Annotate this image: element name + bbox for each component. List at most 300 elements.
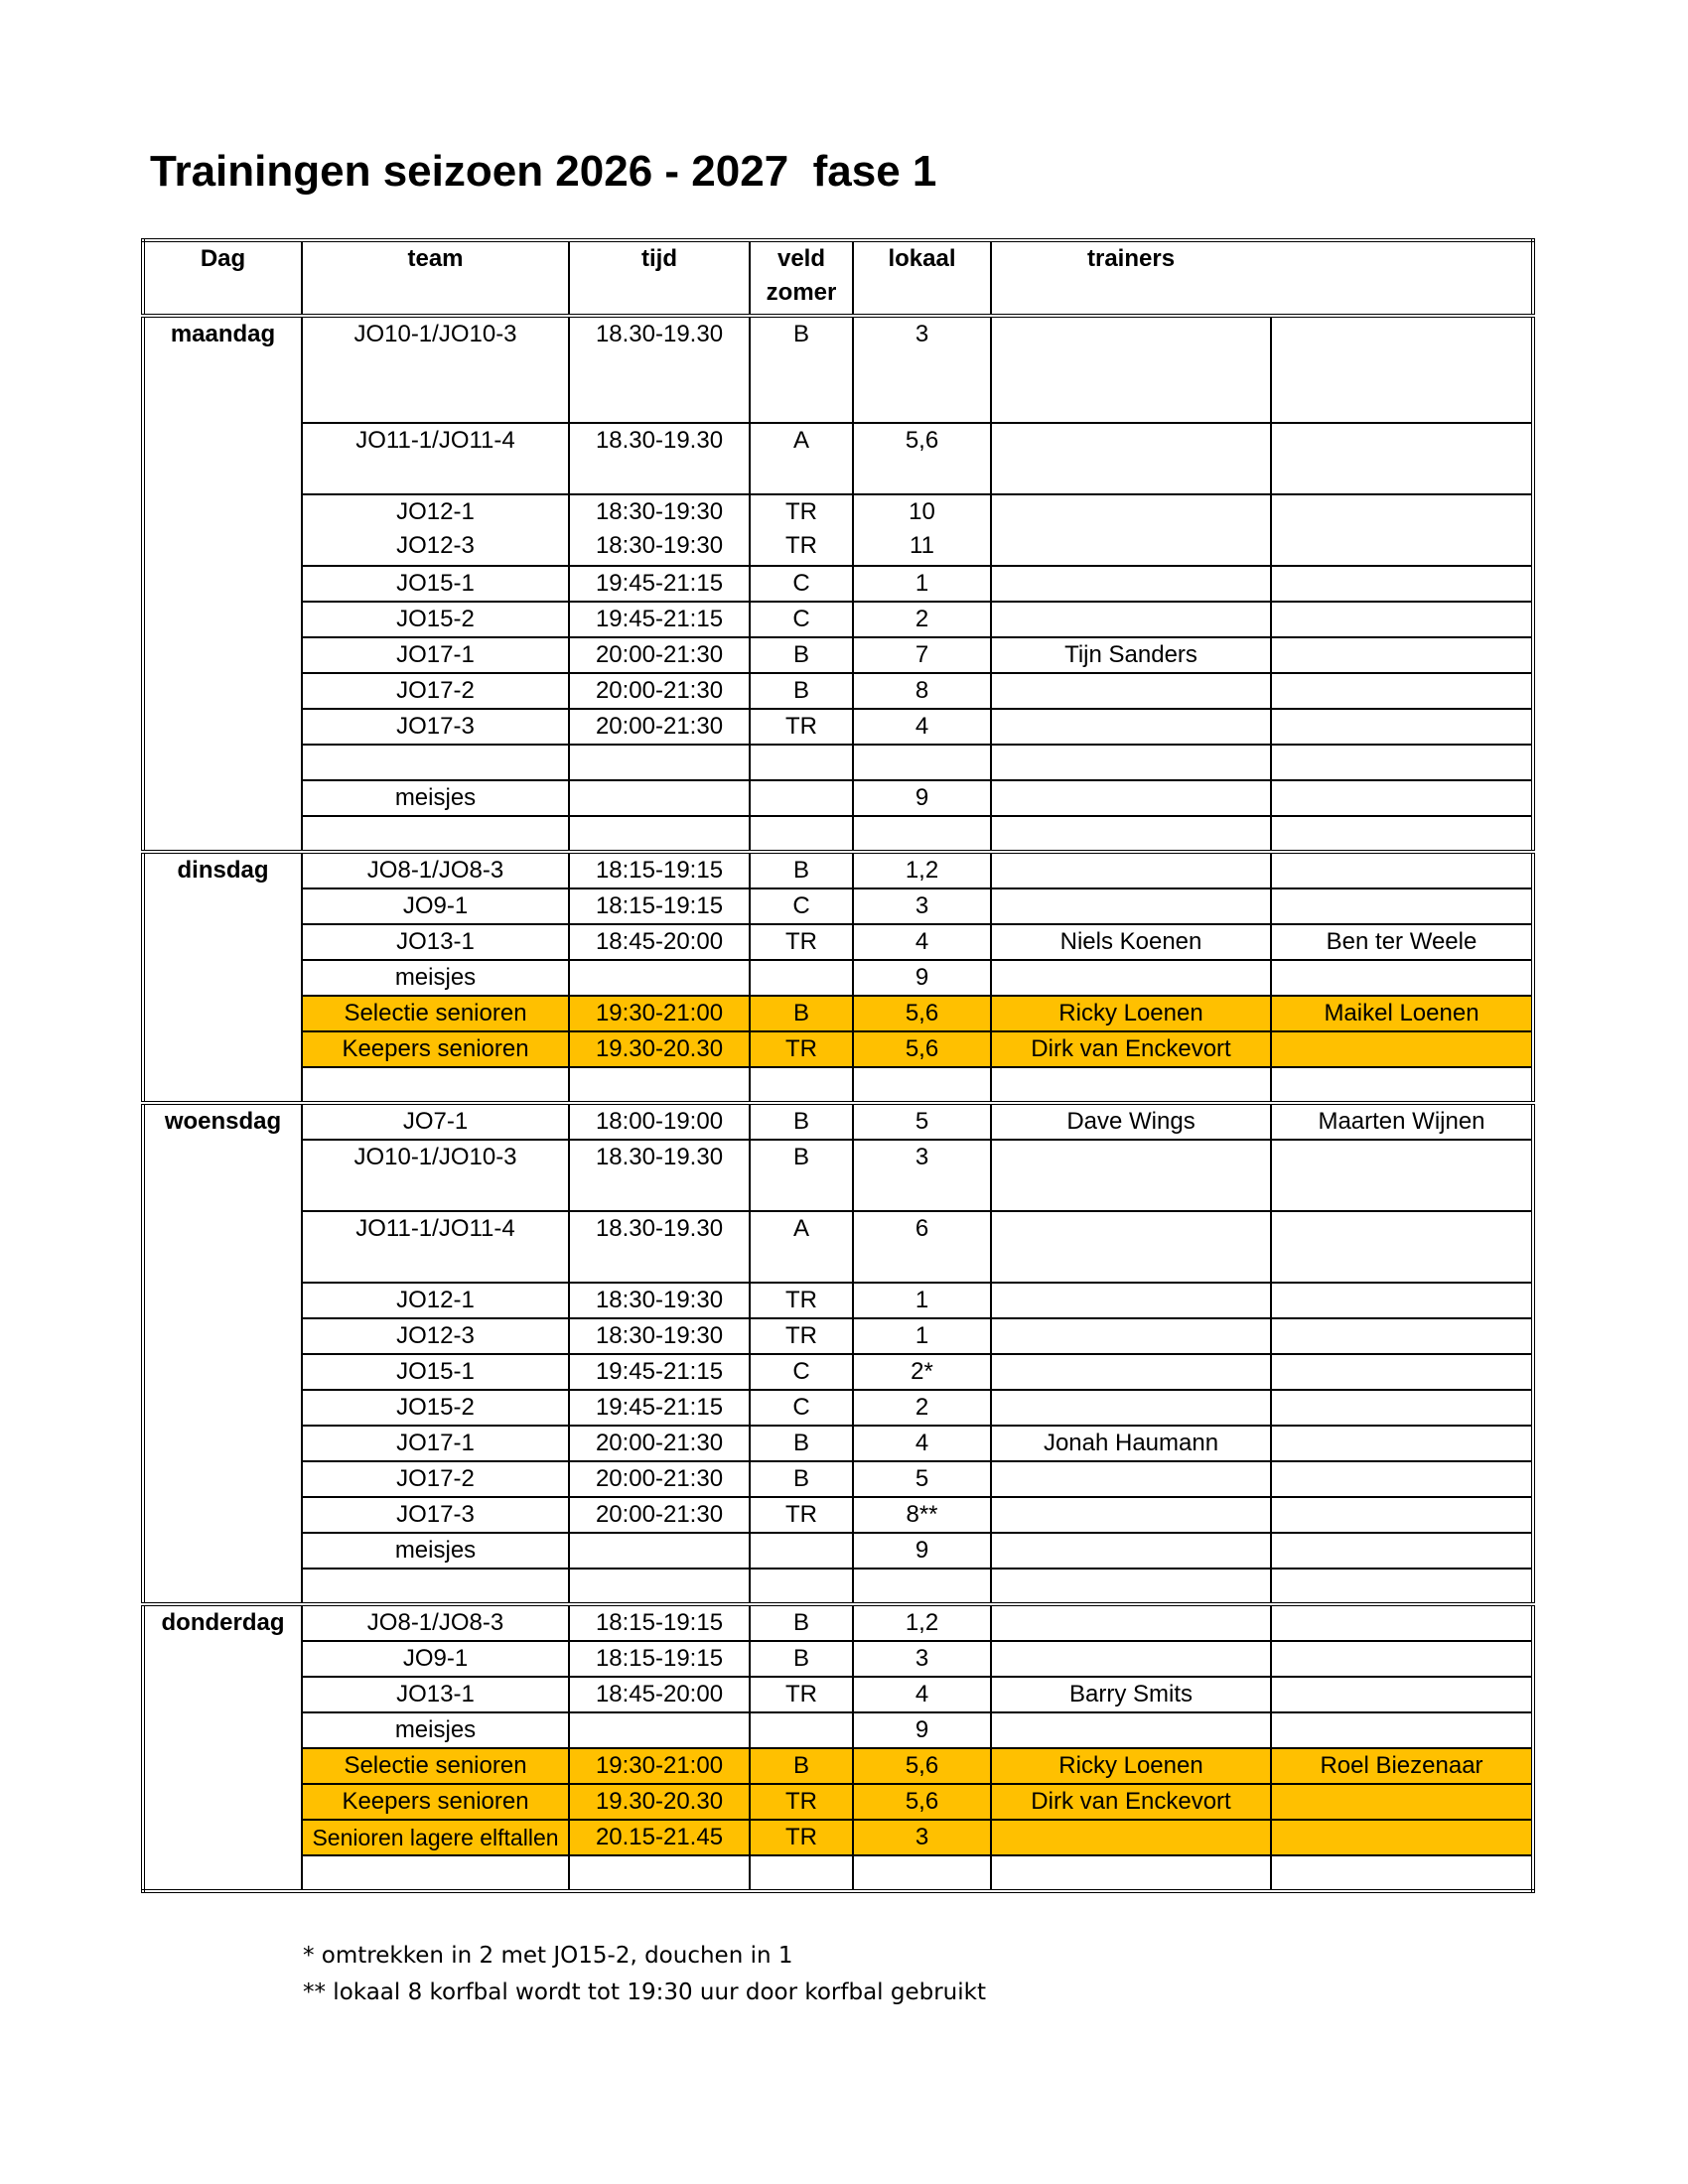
table-row	[143, 745, 1533, 780]
trainer-1-text: Barry Smits	[1068, 1681, 1193, 1707]
field-text: TR	[785, 1788, 817, 1815]
header-tijd: tijd	[569, 240, 750, 316]
team-cell	[302, 1497, 569, 1533]
field-cell	[750, 1283, 853, 1318]
table-row	[143, 1497, 1533, 1533]
trainer-1-cell	[991, 816, 1271, 852]
room-text: 5,6	[905, 1788, 939, 1815]
time-text: 20:00-21:30	[595, 713, 724, 740]
time-cell	[569, 745, 750, 780]
time-text: 20:00-21:30	[595, 1465, 724, 1492]
table-row	[143, 1103, 1533, 1140]
time-cell	[569, 1140, 750, 1211]
time-text: 18:30-19:30	[595, 1322, 724, 1349]
time-cell	[569, 1604, 750, 1641]
table-row	[143, 1390, 1533, 1426]
room-cell	[853, 1533, 991, 1569]
header-trainers-label: trainers	[1087, 245, 1176, 272]
time-text: 20:00-21:30	[595, 641, 724, 668]
trainer-1-cell	[991, 1748, 1271, 1784]
trainer-2-cell	[1271, 423, 1533, 494]
trainer-2-text: Ben ter Weele	[1326, 928, 1477, 955]
day-label: dinsdag	[143, 852, 302, 1103]
room-text: 1	[914, 1322, 929, 1349]
time-cell	[569, 1461, 750, 1497]
time-text: 20:00-21:30	[595, 677, 724, 704]
time-text: 19:45-21:15	[595, 606, 724, 632]
room-cell	[853, 852, 991, 888]
time-cell	[569, 1784, 750, 1820]
room-text: 1	[914, 1287, 929, 1313]
field-text: C	[792, 570, 810, 597]
room-cell	[853, 1820, 991, 1855]
table-row	[143, 1641, 1533, 1677]
room-text: 1,2	[905, 1609, 939, 1636]
field-text: TR	[785, 1287, 817, 1313]
team-cell	[302, 852, 569, 888]
team-cell	[302, 1067, 569, 1103]
table-row	[143, 1354, 1533, 1390]
time-cell	[569, 1031, 750, 1067]
field-text: A	[792, 427, 809, 454]
table-row	[143, 960, 1533, 996]
time-text: 19:45-21:15	[595, 1358, 724, 1385]
room-cell	[853, 316, 991, 423]
training-schedule-table	[141, 238, 1535, 1893]
trainer-2-cell	[1271, 996, 1533, 1031]
trainer-2-cell	[1271, 673, 1533, 709]
team-text: meisjes	[394, 1537, 477, 1564]
trainer-1-cell	[991, 1211, 1271, 1283]
team-cell	[302, 888, 569, 924]
day-group-maandag	[143, 316, 1533, 852]
trainer-2-cell	[1271, 1067, 1533, 1103]
field-cell	[750, 1748, 853, 1784]
time-text: 18:15-19:15	[595, 892, 724, 919]
table-row	[143, 1569, 1533, 1604]
table-row	[143, 1677, 1533, 1712]
team-cell	[302, 637, 569, 673]
trainer-2-cell	[1271, 1283, 1533, 1318]
trainer-2-cell	[1271, 316, 1533, 423]
room-text: 6	[914, 1215, 929, 1242]
team-cell	[302, 1140, 569, 1211]
trainer-2-text: Maarten Wijnen	[1318, 1108, 1485, 1135]
table-row	[143, 1855, 1533, 1891]
trainer-1-cell	[991, 1784, 1271, 1820]
header-row	[143, 240, 1533, 316]
field-cell	[750, 566, 853, 602]
table-row	[143, 316, 1533, 423]
room-cell	[853, 816, 991, 852]
field-cell	[750, 1712, 853, 1748]
room-text: 4	[914, 713, 929, 740]
table-row	[143, 1748, 1533, 1784]
time-cell	[569, 1641, 750, 1677]
trainer-2-cell	[1271, 1569, 1533, 1604]
trainer-2-cell	[1271, 1211, 1533, 1283]
field-cell	[750, 1354, 853, 1390]
room-text: 5	[914, 1108, 929, 1135]
room-text: 9	[914, 1716, 929, 1743]
trainer-1-cell	[991, 1604, 1271, 1641]
room-cell	[853, 1067, 991, 1103]
field-text: B	[792, 1144, 809, 1170]
time-cell	[569, 709, 750, 745]
team-text: JO12-3	[396, 1322, 475, 1349]
field-cell	[750, 1390, 853, 1426]
field-cell	[750, 1677, 853, 1712]
trainer-2-cell	[1271, 1641, 1533, 1677]
time-text: 18.30-19.30	[595, 1215, 724, 1242]
table-row	[143, 1031, 1533, 1067]
room-cell	[853, 1748, 991, 1784]
trainer-2-cell	[1271, 1712, 1533, 1748]
field-cell	[750, 1641, 853, 1677]
trainer-2-cell	[1271, 1031, 1533, 1067]
room-text: 5	[914, 1465, 929, 1492]
trainer-1-cell	[991, 1855, 1271, 1891]
team-text: JO8-1/JO8-3	[366, 857, 504, 884]
team-text: JO17-3	[396, 1501, 475, 1528]
table-row	[143, 996, 1533, 1031]
team-cell	[302, 816, 569, 852]
room-text: 10	[909, 498, 935, 525]
trainer-2-cell	[1271, 888, 1533, 924]
footnotes	[303, 1938, 986, 2011]
team-text: JO15-1	[396, 570, 475, 597]
trainer-2-cell	[1271, 816, 1533, 852]
trainer-1-cell	[991, 1426, 1271, 1461]
time-cell	[569, 1748, 750, 1784]
field-text: B	[792, 677, 809, 704]
team-cell	[302, 1533, 569, 1569]
trainer-1-text: Ricky Loenen	[1058, 1000, 1203, 1026]
field-text: C	[792, 1394, 810, 1421]
team-cell	[302, 996, 569, 1031]
header-trainers	[991, 240, 1533, 316]
field-cell	[750, 709, 853, 745]
team-text: JO17-2	[396, 677, 475, 704]
team-text: JO11-1/JO11-4	[355, 427, 515, 454]
time-text: 18:30-19:30	[595, 498, 724, 525]
time-cell	[569, 1067, 750, 1103]
time-cell	[569, 1533, 750, 1569]
field-cell	[750, 1569, 853, 1604]
footnote-2: ** lokaal 8 korfbal wordt tot 19:30 uur door korfbal gebruikt	[303, 1979, 986, 2005]
room-text: 8**	[906, 1501, 938, 1528]
team-text: Keepers senioren	[342, 1035, 529, 1062]
trainer-1-cell	[991, 637, 1271, 673]
time-cell	[569, 924, 750, 960]
trainer-1-cell	[991, 1103, 1271, 1140]
time-text: 18.30-19.30	[595, 1144, 724, 1170]
trainer-1-cell	[991, 1712, 1271, 1748]
table-row	[143, 1140, 1533, 1211]
room-text: 9	[914, 784, 929, 811]
field-cell	[750, 1067, 853, 1103]
room-text: 2	[914, 606, 929, 632]
trainer-2-cell	[1271, 1390, 1533, 1426]
trainer-1-cell	[991, 1677, 1271, 1712]
room-cell	[853, 709, 991, 745]
team-text: JO10-1/JO10-3	[353, 321, 517, 347]
team-cell	[302, 1461, 569, 1497]
time-cell	[569, 852, 750, 888]
time-cell	[569, 1318, 750, 1354]
trainer-2-cell	[1271, 566, 1533, 602]
room-cell	[853, 673, 991, 709]
field-cell	[750, 637, 853, 673]
room-cell	[853, 1855, 991, 1891]
room-cell	[853, 1497, 991, 1533]
room-text: 5,6	[905, 1000, 939, 1026]
room-cell	[853, 602, 991, 637]
room-cell	[853, 1677, 991, 1712]
time-cell	[569, 816, 750, 852]
field-text-2: TR	[785, 532, 817, 559]
room-text: 3	[914, 892, 929, 919]
team-cell	[302, 1784, 569, 1820]
room-text: 5,6	[905, 427, 939, 454]
table-row	[143, 423, 1533, 494]
trainer-2-cell	[1271, 1748, 1533, 1784]
room-cell	[853, 780, 991, 816]
header-veld-line1: veld	[776, 245, 826, 272]
field-cell	[750, 1604, 853, 1641]
trainer-1-cell	[991, 1497, 1271, 1533]
team-cell	[302, 1283, 569, 1318]
field-cell	[750, 852, 853, 888]
field-text: B	[792, 1000, 809, 1026]
field-cell	[750, 1103, 853, 1140]
time-cell	[569, 1712, 750, 1748]
time-cell	[569, 1426, 750, 1461]
time-text: 19:45-21:15	[595, 1394, 724, 1421]
time-cell	[569, 673, 750, 709]
table-row	[143, 1712, 1533, 1748]
time-cell	[569, 1855, 750, 1891]
trainer-1-cell	[991, 316, 1271, 423]
field-text: B	[792, 1108, 809, 1135]
field-cell	[750, 1140, 853, 1211]
time-text: 20:00-21:30	[595, 1501, 724, 1528]
room-text: 4	[914, 1430, 929, 1456]
room-text-2: 11	[910, 532, 934, 559]
field-text: TR	[785, 1322, 817, 1349]
time-text: 19:30-21:00	[595, 1752, 724, 1779]
trainer-1-cell	[991, 852, 1271, 888]
time-cell	[569, 996, 750, 1031]
header-veld-line2: zomer	[766, 279, 837, 306]
team-cell	[302, 1211, 569, 1283]
team-cell	[302, 780, 569, 816]
table-row	[143, 1318, 1533, 1354]
team-cell	[302, 1855, 569, 1891]
team-cell	[302, 1354, 569, 1390]
time-cell	[569, 888, 750, 924]
table-row	[143, 780, 1533, 816]
day-label: woensdag	[143, 1103, 302, 1604]
team-text: JO15-2	[396, 606, 475, 632]
team-text: JO17-1	[396, 641, 475, 668]
team-text: JO15-1	[396, 1358, 475, 1385]
room-text: 3	[914, 1645, 929, 1672]
trainer-2-cell	[1271, 1820, 1533, 1855]
field-cell	[750, 780, 853, 816]
time-cell	[569, 1211, 750, 1283]
trainer-1-text: Dave Wings	[1066, 1108, 1196, 1135]
trainer-1-cell	[991, 996, 1271, 1031]
team-text: JO12-1	[396, 1287, 475, 1313]
team-text: JO17-3	[396, 713, 475, 740]
room-text: 7	[914, 641, 929, 668]
team-cell	[302, 423, 569, 494]
team-cell	[302, 1712, 569, 1748]
trainer-2-text: Roel Biezenaar	[1320, 1752, 1483, 1779]
field-cell	[750, 602, 853, 637]
trainer-2-cell	[1271, 1677, 1533, 1712]
time-text: 18:15-19:15	[595, 1609, 724, 1636]
trainer-1-cell	[991, 1283, 1271, 1318]
trainer-1-cell	[991, 780, 1271, 816]
team-cell	[302, 316, 569, 423]
field-cell	[750, 673, 853, 709]
room-cell	[853, 1140, 991, 1211]
trainer-2-cell	[1271, 924, 1533, 960]
trainer-1-cell	[991, 566, 1271, 602]
trainer-1-cell	[991, 1569, 1271, 1604]
team-text: meisjes	[394, 964, 477, 991]
time-cell	[569, 1497, 750, 1533]
team-cell	[302, 960, 569, 996]
table-row	[143, 637, 1533, 673]
table-row	[143, 852, 1533, 888]
room-text: 8	[914, 677, 929, 704]
table-row	[143, 1211, 1533, 1283]
field-cell	[750, 1784, 853, 1820]
time-text: 18:15-19:15	[595, 857, 724, 884]
time-cell	[569, 1677, 750, 1712]
trainer-1-text: Dirk van Enckevort	[1031, 1788, 1231, 1815]
field-cell	[750, 996, 853, 1031]
table-row	[143, 1784, 1533, 1820]
team-text: JO17-2	[396, 1465, 475, 1492]
team-cell	[302, 1390, 569, 1426]
team-text: Keepers senioren	[342, 1788, 529, 1815]
team-text: JO10-1/JO10-3	[353, 1144, 517, 1170]
trainer-2-cell	[1271, 1497, 1533, 1533]
room-cell	[853, 1103, 991, 1140]
time-text: 18:45-20:00	[595, 928, 724, 955]
room-cell	[853, 1318, 991, 1354]
time-cell	[569, 494, 750, 566]
table-row	[143, 1283, 1533, 1318]
trainer-1-cell	[991, 1318, 1271, 1354]
table-row	[143, 924, 1533, 960]
team-cell	[302, 745, 569, 780]
time-cell	[569, 1354, 750, 1390]
time-text: 19:45-21:15	[595, 570, 724, 597]
footnote-1: * omtrekken in 2 met JO15-2, douchen in 1	[303, 1943, 793, 1969]
team-text: JO15-2	[396, 1394, 475, 1421]
trainer-1-cell	[991, 602, 1271, 637]
field-text: C	[792, 606, 810, 632]
field-text: TR	[785, 928, 817, 955]
table-row	[143, 1533, 1533, 1569]
table-row	[143, 888, 1533, 924]
time-text-2: 18:30-19:30	[595, 532, 724, 559]
field-cell	[750, 960, 853, 996]
room-text: 3	[914, 1824, 929, 1850]
field-cell	[750, 1426, 853, 1461]
team-cell	[302, 924, 569, 960]
table-row	[143, 1604, 1533, 1641]
team-cell	[302, 709, 569, 745]
team-cell	[302, 1569, 569, 1604]
field-text: B	[792, 857, 809, 884]
team-text: meisjes	[394, 1716, 477, 1743]
time-text: 18:45-20:00	[595, 1681, 724, 1707]
team-text: JO7-1	[402, 1108, 469, 1135]
room-text: 9	[914, 1537, 929, 1564]
table-row	[143, 816, 1533, 852]
field-text: TR	[785, 498, 817, 525]
field-text: A	[792, 1215, 809, 1242]
field-cell	[750, 924, 853, 960]
trainer-2-cell	[1271, 1855, 1533, 1891]
table-row	[143, 709, 1533, 745]
team-text: Selectie senioren	[344, 1752, 527, 1779]
room-text: 2*	[911, 1358, 933, 1385]
room-text: 9	[914, 964, 929, 991]
trainer-2-cell	[1271, 1604, 1533, 1641]
room-cell	[853, 996, 991, 1031]
time-cell	[569, 1103, 750, 1140]
team-cell	[302, 1426, 569, 1461]
team-text: meisjes	[394, 784, 477, 811]
time-cell	[569, 423, 750, 494]
table-row	[143, 602, 1533, 637]
time-text: 20.15-21.45	[595, 1824, 724, 1850]
field-cell	[750, 316, 853, 423]
field-cell	[750, 1497, 853, 1533]
room-cell	[853, 637, 991, 673]
team-text-2: JO12-3	[396, 532, 475, 559]
time-text: 20:00-21:30	[595, 1430, 724, 1456]
trainer-2-cell	[1271, 1461, 1533, 1497]
header-lokaal: lokaal	[853, 240, 991, 316]
field-text: TR	[785, 1501, 817, 1528]
day-group-donderdag	[143, 1604, 1533, 1891]
trainer-1-cell	[991, 1641, 1271, 1677]
field-cell	[750, 1318, 853, 1354]
header-dag: Dag	[143, 240, 302, 316]
team-text: JO13-1	[396, 928, 475, 955]
room-cell	[853, 1283, 991, 1318]
field-cell	[750, 494, 853, 566]
time-cell	[569, 1569, 750, 1604]
time-cell	[569, 1390, 750, 1426]
room-text: 5,6	[905, 1752, 939, 1779]
team-cell	[302, 673, 569, 709]
trainer-1-cell	[991, 709, 1271, 745]
room-cell	[853, 1604, 991, 1641]
table-row	[143, 1426, 1533, 1461]
day-group-dinsdag	[143, 852, 1533, 1103]
team-text: JO13-1	[396, 1681, 475, 1707]
field-text: C	[792, 892, 810, 919]
